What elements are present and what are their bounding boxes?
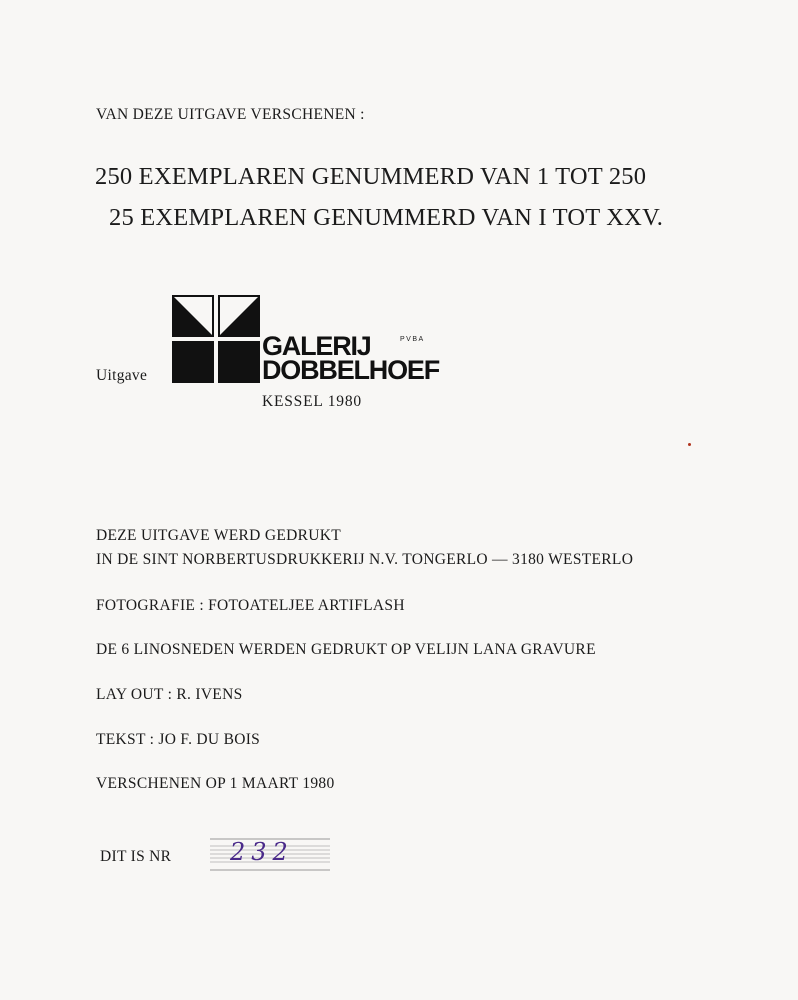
layout-credit: LAY OUT : R. IVENS [96, 686, 243, 703]
edition-line-1: 250 EXEMPLAREN GENUMMERD VAN 1 TOT 250 [95, 163, 647, 190]
logo-word-dobbelhoef: DOBBELHOEF [262, 355, 440, 385]
place-year: KESSEL 1980 [262, 393, 362, 410]
galerij-dobbelhoef-logo [172, 295, 452, 385]
photography-credit: FOTOGRAFIE : FOTOATELJEE ARTIFLASH [96, 597, 405, 614]
edition-line-2: 25 EXEMPLAREN GENUMMERD VAN I TOT XXV. [109, 204, 664, 231]
edition-number: 232 [230, 838, 294, 866]
publisher-label: Uitgave [96, 367, 148, 384]
printed-line-2: IN DE SINT NORBERTUSDRUKKERIJ N.V. TONGERLO — 3180 WESTERLO [96, 551, 634, 568]
logo-mark-icon [172, 295, 262, 385]
number-label: DIT IS NR [100, 848, 172, 865]
intro-text: VAN DEZE UITGAVE VERSCHENEN : [96, 106, 365, 123]
logo-suffix: PVBA [400, 336, 425, 343]
paper-speck [688, 443, 691, 446]
logo-word-galerij: GALERIJ [262, 331, 371, 361]
text-credit: TEKST : JO F. DU BOIS [96, 731, 261, 748]
printed-line-1: DEZE UITGAVE WERD GEDRUKT [96, 527, 341, 544]
publication-date: VERSCHENEN OP 1 MAART 1980 [96, 775, 335, 792]
linocuts-note: DE 6 LINOSNEDEN WERDEN GEDRUKT OP VELIJN LANA GRAVURE [96, 641, 596, 658]
